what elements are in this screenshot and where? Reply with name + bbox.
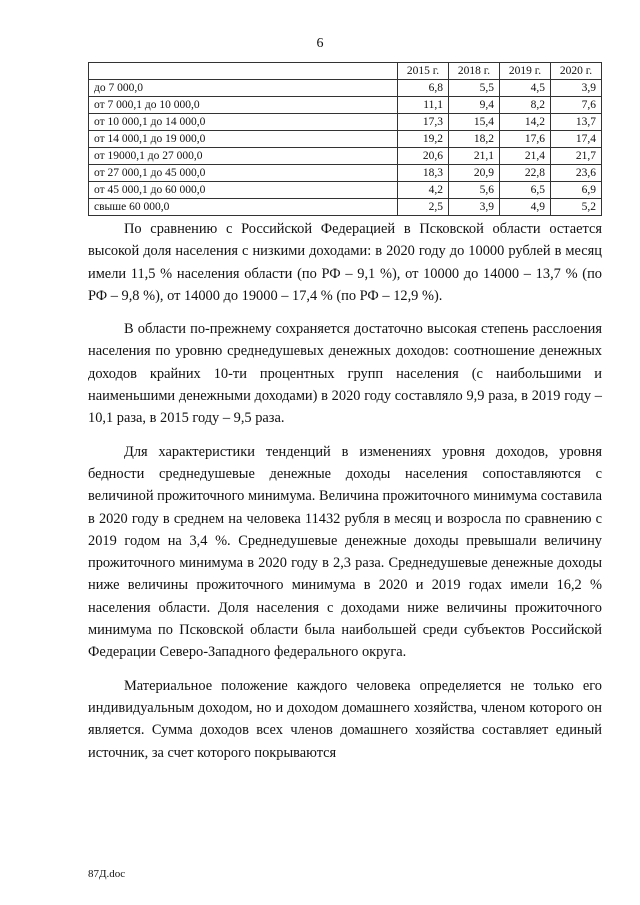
paragraph: По сравнению с Российской Федерацией в Псковской области остается высокой доля населения с низкими доходами: в 2020 году до 10000 рублей в месяц имели 11,5 % населения области (по РФ – 9,1 %), от 10000 до 14000 – 13,7 % (по РФ – 9,8 %), от 14000 до 19000 – 17,4 % (по РФ – 12,9 %).: [88, 221, 602, 304]
table-header-row: [89, 63, 602, 80]
table-cell: 22,8: [500, 165, 551, 182]
table-cell: 17,6: [500, 131, 551, 148]
row-label: от 10 000,1 до 14 000,0: [89, 114, 398, 131]
table-cell: 17,3: [398, 114, 449, 131]
table-header-cell: 2019 г.: [500, 63, 551, 80]
table-row: [89, 148, 602, 165]
table-header-cell: 2018 г.: [449, 63, 500, 80]
table-cell: 8,2: [500, 97, 551, 114]
table-cell: 3,9: [449, 199, 500, 216]
row-label: от 7 000,1 до 10 000,0: [89, 97, 398, 114]
table-cell: 6,9: [551, 182, 602, 199]
paragraph: Для характеристики тенденций в изменениях уровня доходов, уровня бедности среднедушевые денежные доходы населения сопоставляются с величиной прожиточного минимума. Величина прожиточного минимума составила в 2020 году в среднем на человека 11432 рубля в месяц и возросла по сравнению с 2019 годом на 3,4 %. Среднедушевые денежные доходы превышали величину прожиточного минимума в 2020 году в 2,3 раза. Среднедушевые денежные доходы ниже величины прожиточного минимума в 2020 и 2019 годах имели 16,2 % населения области. Доля населения с доходами ниже величины прожиточного минимума по Псковской области была наибольшей среди субъектов Российской Федерации Северо-Западного федерального округа.: [88, 443, 602, 661]
table-cell: 21,4: [500, 148, 551, 165]
paragraph: Материальное положение каждого человека определяется не только его индивидуальным доходом, но и доходом домашнего хозяйства, членом которого он является. Сумма доходов всех членов домашнего хозяйства составляет единый источник, за счет которого покрываются: [88, 677, 602, 761]
table-cell: 11,1: [398, 97, 449, 114]
table-cell: 20,6: [398, 148, 449, 165]
table-header-cell: [89, 63, 398, 80]
table-cell: 4,2: [398, 182, 449, 199]
table-cell: 7,6: [551, 97, 602, 114]
footer-filename: 87Д.doc: [88, 868, 126, 880]
table-cell: 5,2: [551, 199, 602, 216]
table-cell: 20,9: [449, 165, 500, 182]
row-label: от 27 000,1 до 45 000,0: [89, 165, 398, 182]
table-cell: 17,4: [551, 131, 602, 148]
table-cell: 21,1: [449, 148, 500, 165]
table-cell: 23,6: [551, 165, 602, 182]
table-cell: 14,2: [500, 114, 551, 131]
table-row: [89, 114, 602, 131]
table-cell: 6,5: [500, 182, 551, 199]
table-cell: 3,9: [551, 80, 602, 97]
table-cell: 5,6: [449, 182, 500, 199]
row-label: от 14 000,1 до 19 000,0: [89, 131, 398, 148]
table-row: [89, 199, 602, 216]
table-cell: 6,8: [398, 80, 449, 97]
body-text: [88, 218, 602, 775]
income-distribution-table: [88, 62, 602, 216]
table-cell: 21,7: [551, 148, 602, 165]
table-cell: 4,5: [500, 80, 551, 97]
row-label: до 7 000,0: [89, 80, 398, 97]
row-label: свыше 60 000,0: [89, 199, 398, 216]
table-row: [89, 165, 602, 182]
paragraph: В области по-прежнему сохраняется достаточно высокая степень расслоения населения по уровню среднедушевых денежных доходов: соотношение денежных доходов крайних 10-ти процентных групп населения (с наибольшими и наименьшими денежными доходами) в 2020 году составляло 9,9 раза, в 2019 году – 10,1 раза, в 2015 году – 9,5 раза.: [88, 321, 602, 427]
table-header-cell: 2015 г.: [398, 63, 449, 80]
table-header-cell: 2020 г.: [551, 63, 602, 80]
table-cell: 15,4: [449, 114, 500, 131]
page-number: 6: [316, 36, 324, 51]
table-row: [89, 80, 602, 97]
table-row: [89, 182, 602, 199]
table-cell: 5,5: [449, 80, 500, 97]
row-label: от 19000,1 до 27 000,0: [89, 148, 398, 165]
row-label: от 45 000,1 до 60 000,0: [89, 182, 398, 199]
table-cell: 18,2: [449, 131, 500, 148]
table-cell: 4,9: [500, 199, 551, 216]
table-cell: 18,3: [398, 165, 449, 182]
table-cell: 2,5: [398, 199, 449, 216]
table-row: [89, 97, 602, 114]
table-row: [89, 131, 602, 148]
table-cell: 13,7: [551, 114, 602, 131]
table-cell: 19,2: [398, 131, 449, 148]
table-cell: 9,4: [449, 97, 500, 114]
